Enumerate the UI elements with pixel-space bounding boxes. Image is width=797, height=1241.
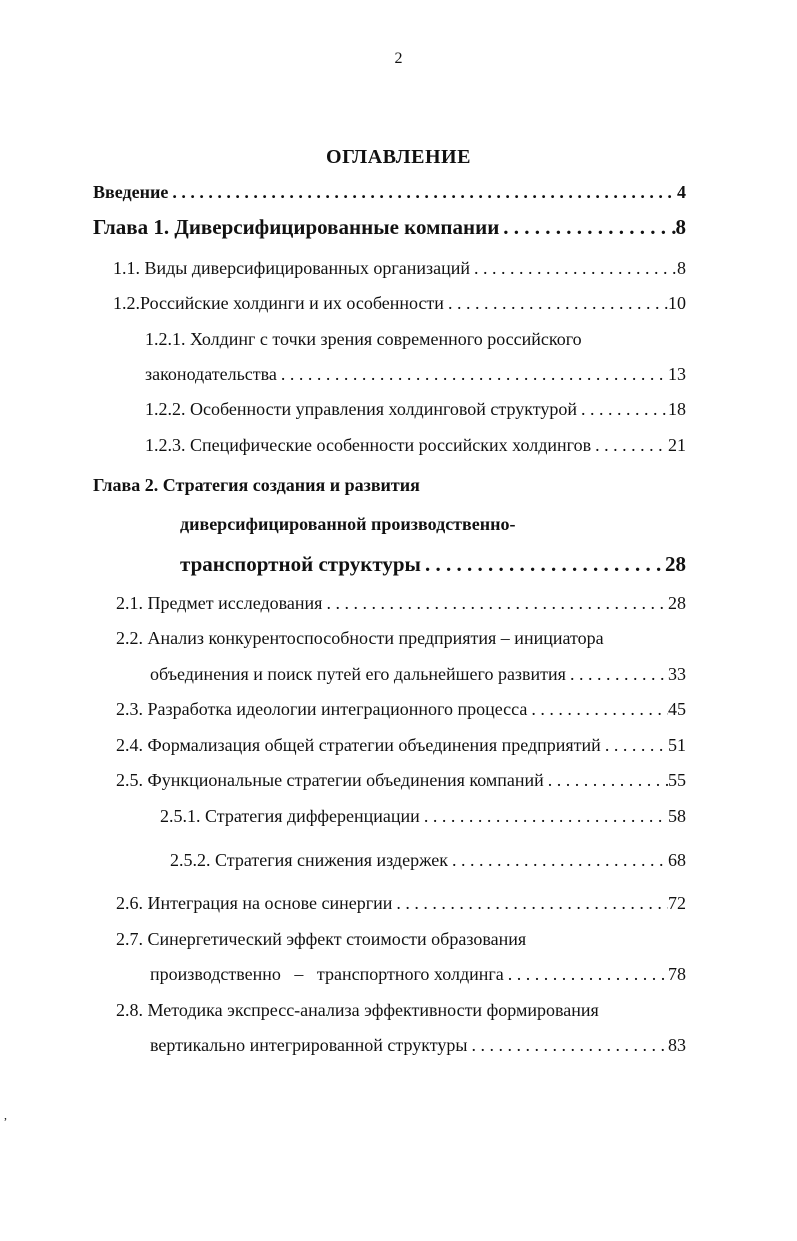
- toc-entry-2-8-line1: 2.8. Методика экспресс-анализа эффективности формирования: [116, 1000, 599, 1020]
- margin-mark: ,: [4, 1108, 7, 1122]
- toc-leader-dots: [577, 396, 668, 422]
- toc-entry-2-1: [116, 590, 686, 616]
- toc-page-number: 4: [677, 182, 686, 202]
- toc-page-number: 58: [668, 806, 686, 826]
- toc-entry-title: 2.5. Функциональные стратегии объединения компаний: [116, 770, 544, 790]
- toc-page-number: 28: [665, 552, 686, 576]
- toc-leader-dots: [499, 214, 675, 240]
- toc-entry-title: законодательства: [145, 364, 277, 384]
- toc-leader-dots: [544, 767, 668, 793]
- toc-entry-title: Введение: [93, 182, 169, 202]
- toc-entry-2-7: [150, 961, 686, 987]
- toc-page-number: 72: [668, 893, 686, 913]
- toc-leader-dots: [601, 732, 668, 758]
- toc-page-number: 8: [675, 215, 686, 239]
- toc-entry-1-2-1-line1: 1.2.1. Холдинг с точки зрения современного российского: [145, 329, 582, 349]
- toc-leader-dots: [421, 551, 665, 577]
- toc-entry-1-2-2: [145, 396, 686, 422]
- toc-entry-title: Глава 1. Диверсифицированные компании: [93, 215, 500, 239]
- toc-leader-dots: [322, 590, 668, 616]
- toc-entry-1-1: [113, 255, 686, 281]
- toc-entry-title: 1.1. Виды диверсифицированных организаций: [113, 258, 470, 278]
- toc-leader-dots: [448, 847, 668, 873]
- toc-page-number: 13: [668, 364, 686, 384]
- toc-page-number: 51: [668, 735, 686, 755]
- toc-entry-2-4: [116, 732, 686, 758]
- toc-entry-title: производственно – транспортного холдинга: [150, 964, 504, 984]
- toc-leader-dots: [168, 179, 677, 205]
- page-number: 2: [394, 50, 403, 67]
- toc-entry-2-7-line1: 2.7. Синергетический эффект стоимости образования: [116, 929, 527, 949]
- toc-entry-1-2: [113, 290, 686, 316]
- toc-leader-dots: [527, 696, 668, 722]
- toc-leader-dots: [420, 803, 668, 829]
- toc-leader-dots: [591, 432, 668, 458]
- toc-page-number: 10: [668, 293, 686, 313]
- toc-entry-2-6: [116, 890, 686, 916]
- toc-entry-2-5: [116, 767, 686, 793]
- page-title: ОГЛАВЛЕНИЕ: [326, 146, 471, 168]
- toc-page-number: 78: [668, 964, 686, 984]
- toc-entry-title: 2.1. Предмет исследования: [116, 593, 323, 613]
- toc-entry-2-8: [150, 1032, 686, 1058]
- toc-page-number: 21: [668, 435, 686, 455]
- toc-page-number: 55: [668, 770, 686, 790]
- toc-entry-2-2-line1: 2.2. Анализ конкурентоспособности предприятия – инициатора: [116, 628, 604, 648]
- toc-leader-dots: [392, 890, 668, 916]
- toc-leader-dots: [444, 290, 668, 316]
- toc-entry-title: 1.2.3. Специфические особенности российских холдингов: [145, 435, 592, 455]
- toc-leader-dots: [504, 961, 668, 987]
- toc-entry-2-3: [116, 696, 686, 722]
- toc-entry-2-5-2: [170, 847, 686, 873]
- toc-page-number: 68: [668, 850, 686, 870]
- toc-entry-2-2: [150, 661, 686, 687]
- toc-entry-title: объединения и поиск путей его дальнейшего развития: [150, 664, 566, 684]
- toc-leader-dots: [470, 255, 677, 281]
- toc-page-number: 33: [668, 664, 686, 684]
- toc-entry-1-2-3: [145, 432, 686, 458]
- toc-entry-title: 2.4. Формализация общей стратегии объединения предприятий: [116, 735, 601, 755]
- toc-entry-title: транспортной структуры: [180, 552, 421, 576]
- toc-page-number: 83: [668, 1035, 686, 1055]
- toc-entry-chapter-2-line2: диверсифицированной производственно-: [180, 514, 516, 534]
- toc-leader-dots: [467, 1032, 668, 1058]
- toc-entry-1-2-1: [145, 361, 686, 387]
- toc-page-number: 28: [668, 593, 686, 613]
- toc-page-number: 18: [668, 399, 686, 419]
- toc-entry-title: 1.2.Российские холдинги и их особенности: [113, 293, 444, 313]
- toc-entry-chapter-2-line1: Глава 2. Стратегия создания и развития: [93, 475, 420, 495]
- toc-entry-title: 2.3. Разработка идеологии интеграционного процесса: [116, 699, 528, 719]
- toc-entry-chapter-1: [93, 214, 686, 240]
- toc-leader-dots: [277, 361, 668, 387]
- toc-entry-title: 2.5.2. Стратегия снижения издержек: [170, 850, 449, 870]
- toc-entry-chapter-2: [180, 551, 686, 577]
- toc-leader-dots: [566, 661, 668, 687]
- toc-entry-title: 1.2.2. Особенности управления холдинговой структурой: [145, 399, 578, 419]
- toc-page-number: 45: [668, 699, 686, 719]
- toc-page-number: 8: [677, 258, 686, 278]
- toc-entry-title: вертикально интегрированной структуры: [150, 1035, 468, 1055]
- toc-entry-title: 2.6. Интеграция на основе синергии: [116, 893, 393, 913]
- toc-entry-2-5-1: [160, 803, 686, 829]
- toc-entry-intro: [93, 179, 686, 205]
- toc-entry-title: 2.5.1. Стратегия дифференциации: [160, 806, 420, 826]
